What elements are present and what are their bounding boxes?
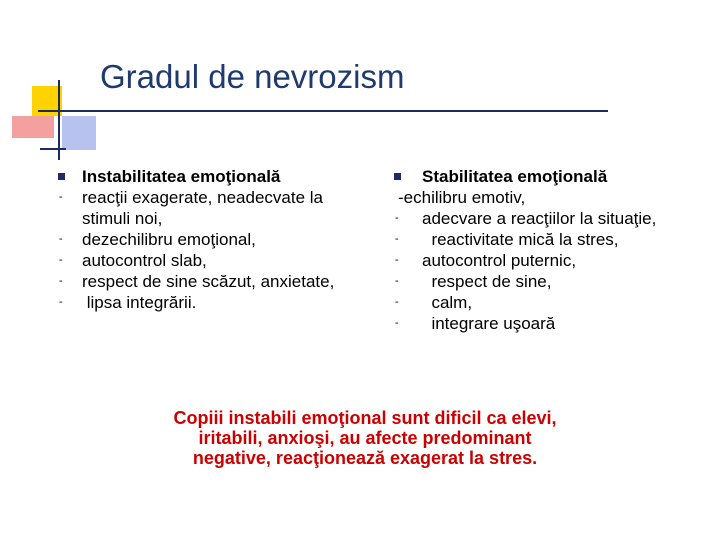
list-item (58, 250, 358, 271)
list-item-text: calm, (422, 293, 473, 312)
list-item (394, 229, 664, 250)
deco-horizontal-line (38, 110, 608, 112)
list-item (394, 250, 664, 271)
dash-bullet-icon: - (59, 296, 63, 308)
left-column (58, 166, 358, 313)
dash-bullet-icon: - (395, 296, 399, 308)
list-item (58, 229, 358, 250)
square-bullet-icon (394, 173, 401, 180)
right-heading-row (394, 166, 664, 187)
list-item-text: respect de sine, (422, 272, 552, 291)
list-item (394, 208, 664, 229)
footer-note: Copiii instabili emoţional sunt dificil ca elevi, iritabili, anxioşi, au afecte predominant negative, reacţionează exagerat la stres. (173, 408, 557, 468)
list-item (58, 292, 358, 313)
dash-bullet-icon: - (59, 275, 63, 287)
list-item-text: autocontrol slab, (82, 251, 207, 270)
list-item (394, 313, 664, 334)
square-bullet-icon (58, 173, 65, 180)
dash-bullet-icon: - (395, 275, 399, 287)
deco-pink-bar (12, 116, 54, 138)
list-item-text: reactivitate mică la stres, (422, 230, 619, 249)
right-heading: Stabilitatea emoţională (422, 167, 608, 186)
dash-bullet-icon: - (59, 254, 63, 266)
dash-bullet-icon: - (395, 317, 399, 329)
dash-bullet-icon: - (395, 212, 399, 224)
deco-blue-square (62, 116, 96, 150)
left-heading: Instabilitatea emoţională (82, 167, 281, 186)
list-item-text: lipsa integrării. (82, 293, 197, 312)
list-item-text: integrare uşoară (422, 314, 556, 333)
dash-bullet-icon: - (59, 191, 63, 203)
right-first-line: -echilibru emotiv, (398, 188, 526, 207)
list-item (58, 187, 358, 229)
list-item-text: respect de sine scăzut, anxietate, (82, 272, 335, 291)
list-item-text: adecvare a reacţiilor la situaţie, (422, 209, 657, 228)
list-item-text: autocontrol puternic, (422, 251, 577, 270)
dash-bullet-icon: - (395, 254, 399, 266)
deco-horizontal-short (40, 148, 66, 150)
page-title: Gradul de nevrozism (100, 58, 405, 95)
list-item (394, 292, 664, 313)
list-item-text: reacţii exagerate, neadecvate la stimuli noi, (82, 188, 323, 228)
dash-bullet-icon: - (59, 233, 63, 245)
list-item (394, 271, 664, 292)
left-heading-row (58, 166, 358, 187)
right-column (394, 166, 664, 334)
list-item-text: dezechilibru emoţional, (82, 230, 256, 249)
dash-bullet-icon: - (395, 233, 399, 245)
list-item (58, 271, 358, 292)
